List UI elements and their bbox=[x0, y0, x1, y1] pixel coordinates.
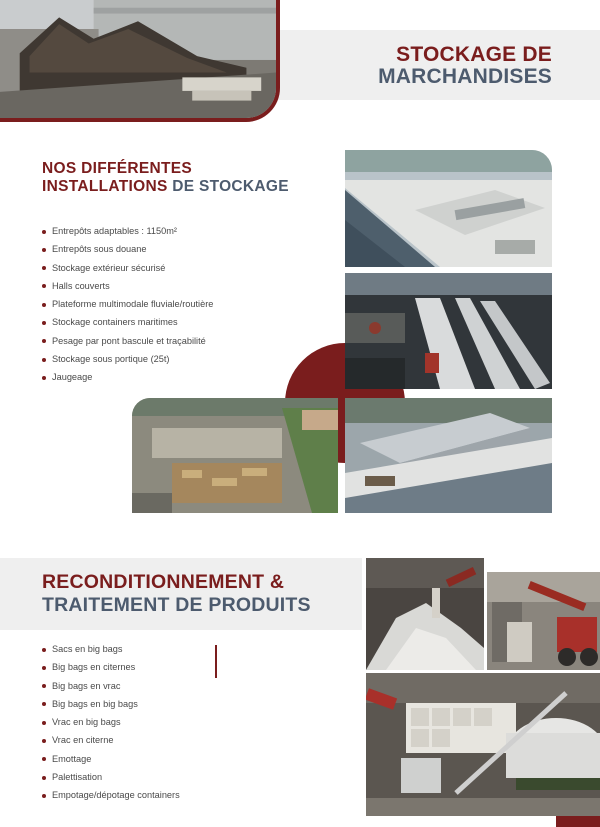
page-title bbox=[378, 44, 552, 88]
storage-heading-line2-grey: DE STOCKAGE bbox=[172, 177, 289, 195]
list-item: Vrac en citerne bbox=[42, 731, 180, 749]
storage-heading bbox=[42, 160, 289, 196]
photo-aerial-port-quay bbox=[345, 150, 552, 267]
reconditioning-list bbox=[42, 640, 180, 805]
decorative-red-bar bbox=[556, 816, 600, 827]
list-item: Plateforme multimodale fluviale/routière bbox=[42, 295, 213, 313]
reconditioning-heading-line1: RECONDITIONNEMENT & bbox=[42, 571, 285, 593]
photo-aerial-hall-canal bbox=[345, 398, 552, 513]
list-item: Pesage par pont bascule et traçabilité bbox=[42, 332, 213, 350]
storage-list bbox=[42, 222, 213, 387]
list-item: Entrepôts sous douane bbox=[42, 240, 213, 258]
storage-heading-line2-red: INSTALLATIONS bbox=[42, 177, 168, 195]
decorative-red-line bbox=[215, 645, 217, 678]
list-item: Stockage extérieur sécurisé bbox=[42, 259, 213, 277]
page-title-line2: MARCHANDISES bbox=[378, 65, 552, 89]
list-item: Vrac en big bags bbox=[42, 713, 180, 731]
list-item: Big bags en big bags bbox=[42, 695, 180, 713]
photo-aerial-timber-yard bbox=[132, 398, 338, 513]
reconditioning-heading bbox=[42, 571, 311, 618]
list-item: Big bags en vrac bbox=[42, 677, 180, 695]
list-item: Emottage bbox=[42, 750, 180, 768]
photo-big-bags-and-tanker bbox=[366, 673, 600, 816]
page-title-line1: STOCKAGE DE bbox=[396, 43, 552, 66]
photo-bulk-powder-pile bbox=[366, 558, 484, 670]
list-item: Empotage/dépotage containers bbox=[42, 786, 180, 804]
list-item: Jaugeage bbox=[42, 368, 213, 386]
photo-telehandler-in-hall bbox=[487, 572, 600, 670]
storage-heading-line1: NOS DIFFÉRENTES bbox=[42, 160, 193, 177]
reconditioning-heading-line2: TRAITEMENT DE PRODUITS bbox=[42, 594, 311, 617]
list-item: Big bags en citernes bbox=[42, 658, 180, 676]
list-item: Sacs en big bags bbox=[42, 640, 180, 658]
list-item: Stockage sous portique (25t) bbox=[42, 350, 213, 368]
list-item: Stockage containers maritimes bbox=[42, 313, 213, 331]
list-item: Entrepôts adaptables : 1150m² bbox=[42, 222, 213, 240]
list-item: Halls couverts bbox=[42, 277, 213, 295]
photo-warehouse-row-dusk bbox=[345, 273, 552, 389]
list-item: Palettisation bbox=[42, 768, 180, 786]
hero-photo-bulk-material-piles bbox=[0, 0, 280, 122]
